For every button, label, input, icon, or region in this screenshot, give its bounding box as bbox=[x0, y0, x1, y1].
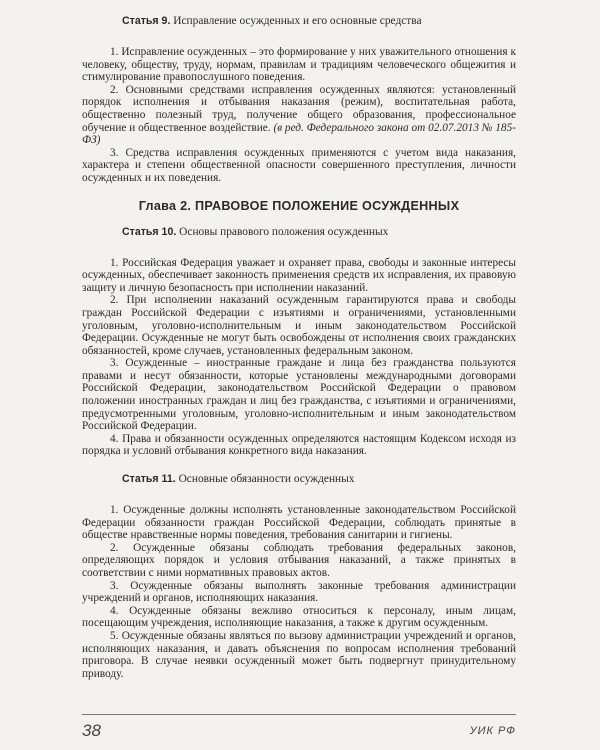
page-number: 38 bbox=[82, 721, 101, 740]
article-11-paragraph-1: 1. Осужденные должны исполнять установленные законодательством Российской Федерации обязанности граждан Российской Федерации, соблюдать принятые в обществе нравственные нормы поведения, требования санитарии и гигиены. bbox=[82, 504, 516, 542]
article-10-label: Статья 10. bbox=[122, 225, 177, 238]
book-tag: УИК РФ bbox=[469, 725, 516, 737]
article-10-paragraph-3: 3. Осужденные – иностранные граждане и лица без гражданства пользуются правами и несут обязанности, которые установлены международными договорами Российской Федерации, законодательством Российской Федерации о правовом положении иностранных граждан и лиц без гражданства, с изъятиями и ограничениями, предусмотренными уголовным, уголовно-исполнительным и иным законодательством Российской Федерации. bbox=[82, 357, 516, 433]
article-10-paragraph-2: 2. При исполнении наказаний осужденным гарантируются права и свободы граждан Российской Федерации с изъятиями и ограничениями, установленными уголовным, уголовно-исполнительным и иным законодательством Российской Федерации. Осужденные не могут быть освобождены от исполнения своих гражданских обязанностей, кроме случаев, установленных федеральным законом. bbox=[82, 294, 516, 357]
amendment-note: (в ред. Федерального закона от 02.07.2013 № 185-ФЗ) bbox=[82, 121, 516, 147]
article-10-paragraph-1: 1. Российская Федерация уважает и охраняет права, свободы и законные интересы осужденных, обеспечивает законность применения средств их исправления, их правовую защиту и личную безопасность при исполнении наказаний. bbox=[82, 256, 516, 294]
article-9-heading bbox=[122, 14, 516, 28]
article-10-heading bbox=[122, 225, 516, 239]
article-11-paragraph-5: 5. Осужденные обязаны являться по вызову администрации учреждений и органов, исполняющих наказания, и давать объяснения по вопросам исполнения требований приговора. В случае неявки осужденный может быть подвергнут принудительному приводу. bbox=[82, 629, 516, 680]
article-11-heading bbox=[122, 472, 516, 486]
article-11-title: Основные обязанности осужденных bbox=[178, 473, 355, 486]
article-11-paragraph-4: 4. Осужденные обязаны вежливо относиться к персоналу, иным лицам, посещающим учреждения, исполняющие наказания, а также к другим осужденным. bbox=[82, 604, 516, 630]
chapter-heading: Глава 2. ПРАВОВОЕ ПОЛОЖЕНИЕ ОСУЖДЕННЫХ bbox=[138, 198, 460, 213]
article-11-paragraph-2: 2. Осужденные обязаны соблюдать требования федеральных законов, определяющих порядок и условия отбывания наказаний, а также принятых в соответствии с ними нормативных правовых актов. bbox=[82, 541, 516, 579]
article-9-paragraph-3: 3. Средства исправления осужденных применяются с учетом вида наказания, характера и степени общественной опасности совершенного преступления, личности осужденных и их поведения. bbox=[82, 146, 516, 184]
article-9-paragraph-1: 1. Исправление осужденных – это формирование у них уважительного отношения к человеку, обществу, труду, нормам, правилам и традициям человеческого общежития и стимулирование правопослушного поведения. bbox=[82, 46, 516, 84]
article-10-paragraph-4: 4. Права и обязанности осужденных определяются настоящим Кодексом исходя из порядка и условий отбывания конкретного вида наказания. bbox=[82, 432, 516, 458]
article-9-paragraph-2-text: 2. Основными средствами исправления осужденных являются: установленный порядок исполнения и отбывания наказания (режим), воспитательная работа, общественно полезный труд, получение общего образования, профессиональное обучение и общественное воздействие. bbox=[82, 83, 516, 134]
page-footer bbox=[82, 714, 516, 743]
article-9-title: Исправление осужденных и его основные средства bbox=[173, 15, 422, 27]
article-11-label: Статья 11. bbox=[122, 473, 176, 486]
article-11-paragraph-3: 3. Осужденные обязаны выполнять законные требования администрации учреждений и органов, исполняющих наказания. bbox=[82, 579, 516, 605]
article-10-title: Основы правового положения осужденных bbox=[179, 225, 389, 238]
article-9-label: Статья 9. bbox=[122, 15, 171, 27]
article-9-paragraph-2 bbox=[82, 84, 516, 147]
